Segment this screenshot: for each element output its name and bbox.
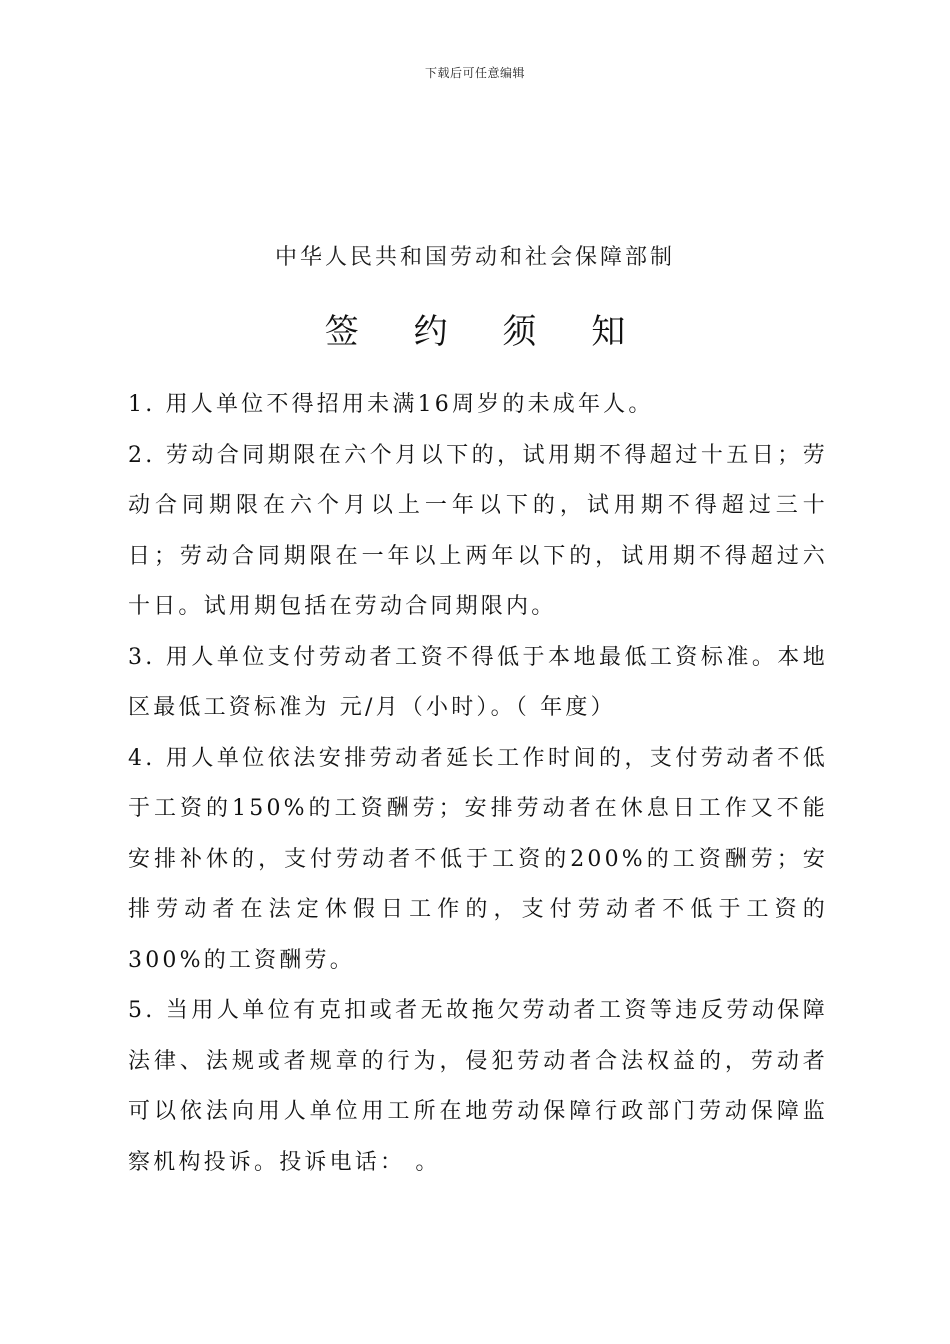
issuer-line: 中华人民共和国劳动和社会保障部制 xyxy=(274,245,675,270)
document-title: 签 约 须 知 xyxy=(324,312,648,352)
clause-5: 5. 当用人单位有克扣或者无故拖欠劳动者工资等违反劳动保障法律、法规或者规章的行为，侵犯劳动者合法权益的，劳动者可以依法向用人单位用工所在地劳动保障行政部门劳动保障监察机构投诉。投诉电话： 。 xyxy=(128,998,828,1175)
header-note: 下载后可任意编辑 xyxy=(424,66,525,80)
clause-1: 1. 用人单位不得招用未满16周岁的未成年人。 xyxy=(128,392,654,417)
clause-4: 4. 用人单位依法安排劳动者延长工作时间的，支付劳动者不低于工资的150%的工资酬劳；安排劳动者在休息日工作又不能安排补休的，支付劳动者不低于工资的200%的工资酬劳；安排劳动者在法定休假日工作的，支付劳动者不低于工资的300%的工资酬劳。 xyxy=(128,745,828,973)
clause-2: 2. 劳动合同期限在六个月以下的，试用期不得超过十五日；劳动合同期限在六个月以上一年以下的，试用期不得超过三十日；劳动合同期限在一年以上两年以下的，试用期不得超过六十日。试用期包括在劳动合同期限内。 xyxy=(128,442,828,619)
clause-list xyxy=(128,380,828,1188)
clause-3: 3. 用人单位支付劳动者工资不得低于本地最低工资标准。本地区最低工资标准为 元/月（小时）。（ 年度） xyxy=(128,644,828,720)
